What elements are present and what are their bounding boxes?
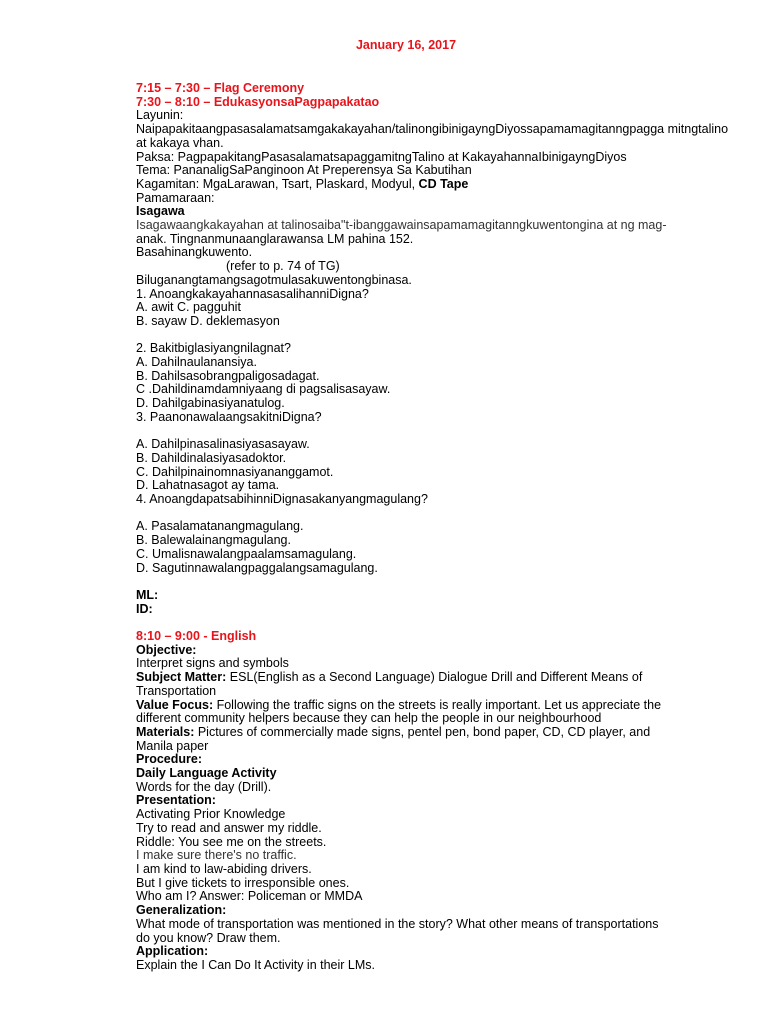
question-3-choice-d: D. Lahatnasagot ay tama. bbox=[136, 478, 280, 493]
schedule-english: 8:10 – 9:00 - English bbox=[136, 629, 257, 644]
paksa-line: Paksa: PagpapakitangPasasalamatsapaggamitngTalino at KakayahannaIbinigayngDiyos bbox=[136, 149, 627, 164]
question-2: 2. Bakitbiglasiyangnilagnat? bbox=[136, 341, 291, 356]
kagamitan-bold: CD Tape bbox=[418, 176, 469, 191]
objective-text: Interpret signs and symbols bbox=[136, 656, 289, 671]
kagamitan-text: Kagamitan: MgaLarawan, Tsart, Plaskard, Modyul, bbox=[136, 176, 419, 191]
refer-line: (refer to p. 74 of TG) bbox=[226, 259, 340, 274]
materials-line bbox=[136, 726, 736, 740]
presentation-line-5: I am kind to law-abiding drivers. bbox=[136, 862, 312, 876]
ml-label: ML: bbox=[136, 587, 159, 602]
spacer bbox=[136, 425, 736, 439]
question-4-choice-b: B. Balewalainangmagulang. bbox=[136, 533, 291, 548]
presentation-line-6: But I give tickets to irresponsible ones. bbox=[136, 875, 350, 890]
subject-matter-text: ESL(English as a Second Language) Dialogue Drill and Different Means of bbox=[226, 670, 643, 685]
subject-matter-text-2: Transportation bbox=[136, 683, 217, 698]
question-3-choice-a: A. Dahilpinasalinasiyasasayaw. bbox=[136, 437, 310, 452]
question-4: 4. AnoangdapatsabihinniDignasakanyangmagulang? bbox=[136, 492, 428, 507]
question-1-choices-a: A. awit C. pagguhit bbox=[136, 300, 241, 315]
materials-text-2: Manila paper bbox=[136, 738, 209, 753]
presentation-label: Presentation: bbox=[136, 793, 216, 808]
pamamaraan-label: Pamamaraan: bbox=[136, 190, 215, 205]
question-2-choice-a: A. Dahilnaulanansiya. bbox=[136, 355, 257, 370]
presentation-line-1: Activating Prior Knowledge bbox=[136, 807, 286, 822]
value-focus-label: Value Focus: bbox=[136, 697, 214, 712]
question-3: 3. PaanonawalaangsakitniDigna? bbox=[136, 409, 322, 424]
schedule-flag-ceremony: 7:15 – 7:30 – Flag Ceremony bbox=[136, 81, 305, 95]
question-3-choice-b: B. Dahildinalasiyasadoktor. bbox=[136, 450, 287, 465]
presentation-line-2: Try to read and answer my riddle. bbox=[136, 820, 322, 835]
isagawa-line-1: Isagawaangkakayahan at talinosaiba"t-ibanggawainsapamamagitanngkuwentongina at ng mag- bbox=[136, 218, 667, 233]
schedule-esp: 7:30 – 8:10 – EdukasyonsaPagpapakatao bbox=[136, 94, 380, 109]
generalization-line-1: What mode of transportation was mentioned in the story? What other means of transportations bbox=[136, 916, 659, 931]
question-2-choice-d: D. Dahilgabinasiyanatulog. bbox=[136, 396, 285, 411]
tema-line: Tema: PananaligSaPanginoon At Preperensya Sa Kabutihan bbox=[136, 163, 472, 178]
layunin-text: Naipapakitaangpasasalamatsamgakakayahan/talinongibinigayngDiyossapamamagitanngpagga mitngtalino at kakaya vhan. bbox=[136, 122, 729, 150]
isagawa-line-2: anak. Tingnanmunaanglarawansa LM pahina 152. bbox=[136, 231, 414, 246]
question-4-choice-a: A. Pasalamatanangmagulang. bbox=[136, 519, 304, 534]
application-label: Application: bbox=[136, 944, 209, 959]
question-1: 1. AnoangkakayahannasasalihanniDigna? bbox=[136, 286, 369, 301]
isagawa-heading: Isagawa bbox=[136, 204, 185, 219]
presentation-line-7: Who am I? Answer: Policeman or MMDA bbox=[136, 889, 363, 904]
daily-language-text: Words for the day (Drill). bbox=[136, 779, 272, 794]
value-focus-line bbox=[136, 699, 736, 713]
daily-language-label: Daily Language Activity bbox=[136, 766, 277, 781]
question-2-choice-b: B. Dahilsasobrangpaligosadagat. bbox=[136, 368, 320, 383]
generalization-line-2: do you know? Draw them. bbox=[136, 930, 281, 945]
layunin-label: Layunin: bbox=[136, 108, 184, 123]
subject-matter-label: Subject Matter: bbox=[136, 670, 227, 685]
question-4-choice-d: D. Sagutinnawalangpaggalangsamagulang. bbox=[136, 560, 378, 575]
question-1-choices-b: B. sayaw D. deklemasyon bbox=[136, 313, 280, 328]
value-focus-text-2: different community helpers because they can help the people in our neighbourhood bbox=[136, 711, 602, 726]
procedure-label: Procedure: bbox=[136, 752, 202, 767]
objective-label: Objective: bbox=[136, 642, 197, 657]
application-line-1: Explain the I Can Do It Activity in their LMs. bbox=[136, 957, 375, 972]
id-label: ID: bbox=[136, 601, 153, 616]
spacer bbox=[136, 507, 736, 521]
materials-label: Materials: bbox=[136, 724, 195, 739]
generalization-label: Generalization: bbox=[136, 903, 227, 918]
document-date: January 16, 2017 bbox=[355, 38, 457, 52]
question-4-choice-c: C. Umalisnawalangpaalamsamagulang. bbox=[136, 546, 357, 561]
materials-text: Pictures of commercially made signs, pentel pen, bond paper, CD, CD player, and bbox=[194, 724, 651, 739]
value-focus-text: Following the traffic signs on the streets is really important. Let us appreciate the bbox=[213, 697, 662, 712]
spacer bbox=[136, 616, 736, 630]
spacer bbox=[136, 329, 736, 343]
spacer bbox=[136, 575, 736, 589]
presentation-line-3: Riddle: You see me on the streets. bbox=[136, 834, 327, 849]
bilugan-line: Biluganangtamangsagotmulasakuwentongbinasa. bbox=[136, 272, 412, 287]
document-content bbox=[136, 82, 736, 973]
basahin-line: Basahinangkuwento. bbox=[136, 245, 253, 260]
question-2-choice-c: C .Dahildinamdamniyaang di pagsalisasayaw. bbox=[136, 382, 391, 397]
subject-matter-line bbox=[136, 671, 736, 685]
kagamitan-line bbox=[136, 178, 736, 192]
question-3-choice-c: C. Dahilpinainomnasiyananggamot. bbox=[136, 464, 334, 479]
presentation-line-4: I make sure there's no traffic. bbox=[136, 848, 297, 863]
